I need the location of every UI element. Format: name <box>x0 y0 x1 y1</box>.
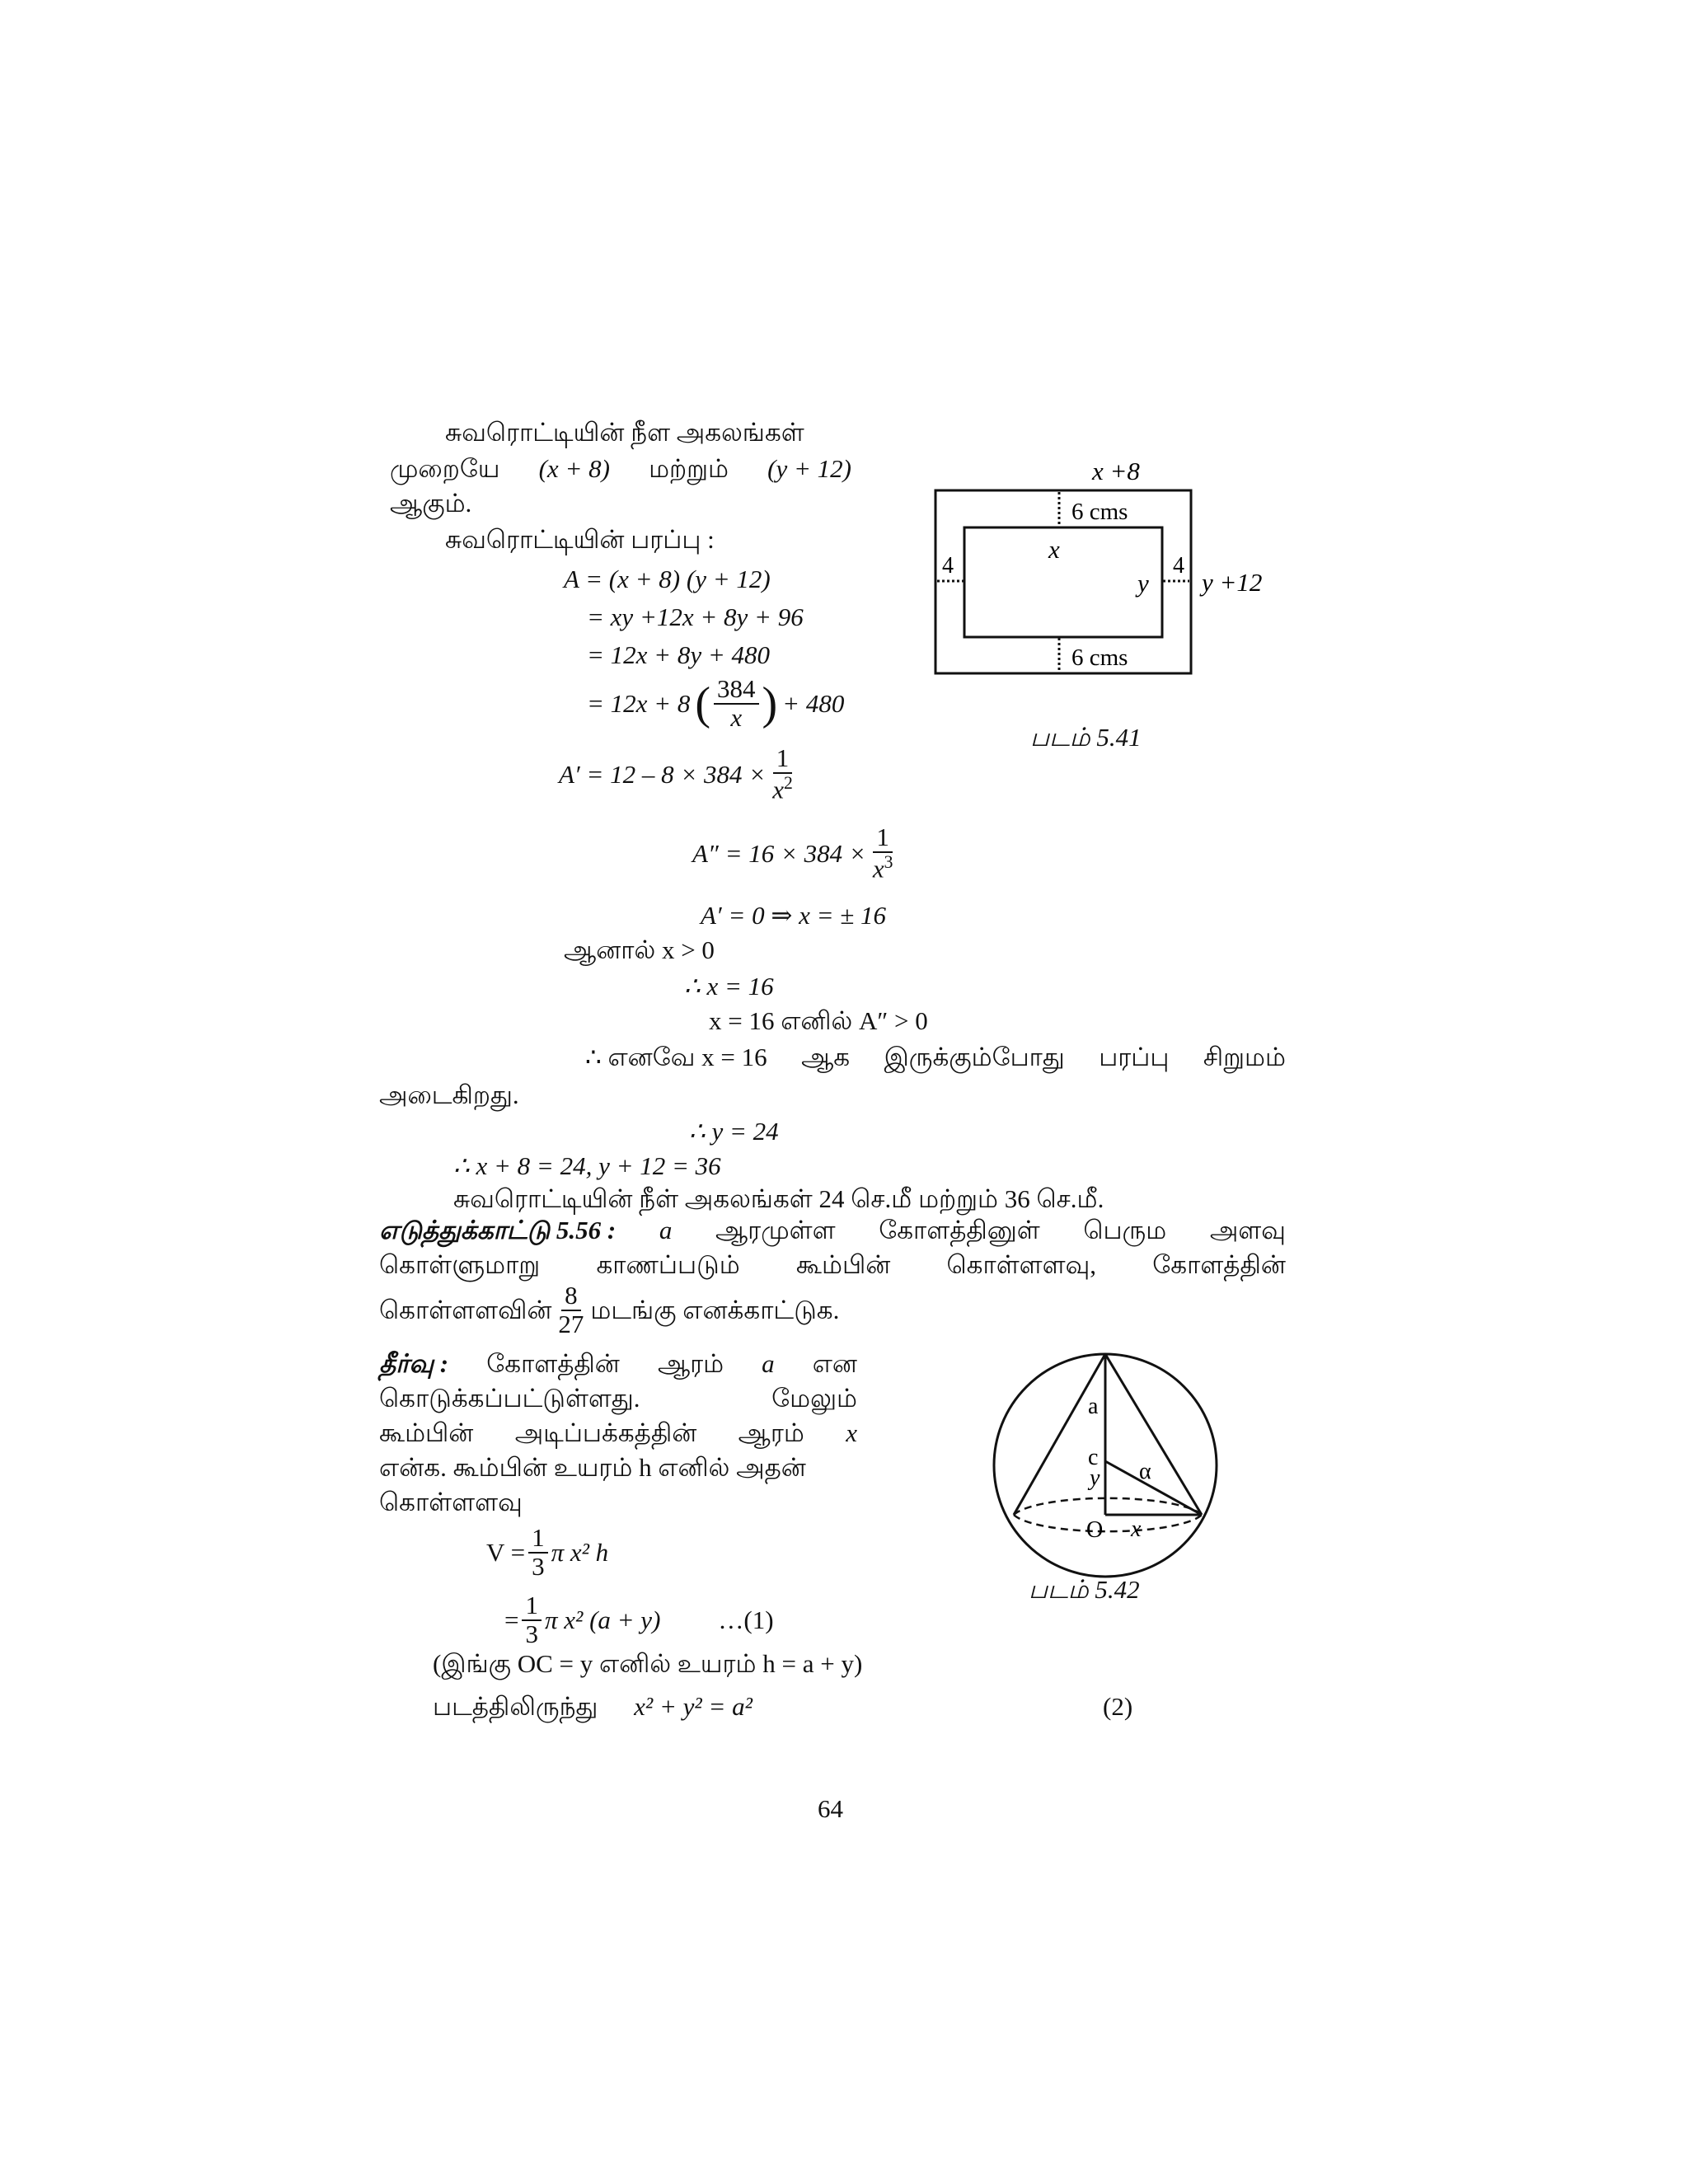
right-gap-label: 4 <box>1173 553 1184 579</box>
equation-tag: …(1) <box>718 1605 774 1634</box>
text-line-justified <box>585 1042 1286 1072</box>
eq-right: x² + y² = a² <box>634 1692 753 1721</box>
text-line-justified <box>390 453 851 484</box>
page-number: 64 <box>818 1794 843 1823</box>
word: அடிப்பக்கத்தின் <box>514 1418 697 1447</box>
figure-caption: படம் 5.42 <box>1029 1575 1140 1604</box>
numerator: 1 <box>873 824 893 853</box>
outer-width-label: x +8 <box>1092 457 1140 485</box>
equation: x = 16 எனில் A″ > 0 <box>709 1006 928 1035</box>
equation <box>559 745 799 803</box>
word: a <box>762 1349 775 1378</box>
equation: ∴ y = 24 <box>689 1117 779 1146</box>
label-alpha: α <box>1139 1459 1151 1484</box>
numerator: 1 <box>522 1592 542 1621</box>
denominator: 3 <box>525 1619 538 1648</box>
word: என <box>812 1349 857 1378</box>
word: ∴ எனவே x = 16 <box>585 1043 767 1071</box>
label-c: c <box>1088 1445 1099 1470</box>
word: கூம்பின் <box>379 1418 474 1447</box>
word: (y + 12) <box>767 454 851 483</box>
word: ஆரமுள்ள <box>715 1216 836 1244</box>
outer-height-label: y +12 <box>1202 568 1263 597</box>
eq-left: A′ = 12 – 8 × 384 × <box>559 759 767 789</box>
word: மடங்கு எனக்காட்டுக. <box>590 1295 840 1324</box>
text-line-justified <box>379 1383 857 1413</box>
text-line: சுவரொட்டியின் பரப்பு : <box>445 525 715 554</box>
fraction <box>714 676 759 731</box>
inner-height-label: y <box>1137 569 1149 598</box>
label-y: y <box>1090 1465 1100 1491</box>
fraction <box>870 824 897 882</box>
eq-right: + 480 <box>782 688 845 718</box>
equation: = 12x + 8y + 480 <box>587 640 771 669</box>
cone-base-front <box>1014 1515 1202 1531</box>
text-line-justified <box>379 1215 1286 1245</box>
text-line: என்க. கூம்பின் உயரம் h எனில் அதன் <box>379 1453 806 1482</box>
text-line: சுவரொட்டியின் நீள் அகலங்கள் 24 செ.மீ மற்றும் 36 செ.மீ. <box>453 1184 1104 1213</box>
fraction <box>522 1592 542 1647</box>
inner-rectangle <box>964 527 1162 637</box>
example-heading: எடுத்துக்காட்டு 5.56 : <box>379 1216 617 1244</box>
text-line: சுவரொட்டியின் நீள அகலங்கள் <box>445 418 804 447</box>
figure-caption: படம் 5.41 <box>1030 723 1142 752</box>
word: பெரும <box>1083 1216 1167 1244</box>
word: கோளத்தின் <box>486 1349 620 1378</box>
equation <box>433 1691 753 1722</box>
label-x: x <box>1131 1516 1142 1542</box>
text-line: (இங்கு OC = y எனில் உயரம் h = a + y) <box>433 1649 863 1678</box>
denominator: x <box>730 702 743 732</box>
word: காணப்படும் <box>596 1250 740 1279</box>
text-line-justified <box>379 1249 1286 1280</box>
rectangle-figure <box>923 449 1269 762</box>
word: கொள்ளளவின் <box>379 1295 552 1324</box>
paren-open: ( <box>695 677 711 729</box>
word: (x + 8) <box>538 454 610 483</box>
equation <box>486 1525 608 1580</box>
word: கொள்ளளவு, <box>946 1250 1097 1279</box>
eq-left: = 12x + 8 <box>587 688 691 718</box>
eq-left: V = <box>486 1537 526 1567</box>
equation: = xy +12x + 8y + 96 <box>587 602 804 631</box>
word: அளவு <box>1209 1216 1286 1244</box>
top-gap-label: 6 cms <box>1071 499 1128 525</box>
word: கூம்பின் <box>795 1250 891 1279</box>
word: பரப்பு <box>1099 1043 1170 1071</box>
denominator: 3 <box>532 1551 545 1581</box>
eq-right: π x² (a + y) <box>544 1605 661 1634</box>
text-line <box>379 1282 839 1338</box>
numerator: 1 <box>773 745 793 774</box>
numerator: 1 <box>528 1525 548 1554</box>
label-O: O <box>1086 1517 1104 1543</box>
sphere-cone-figure <box>989 1343 1236 1591</box>
equation <box>587 676 844 731</box>
word: படத்திலிருந்து <box>433 1692 598 1721</box>
word: சிறுமம் <box>1203 1043 1286 1071</box>
cone-right-side <box>1105 1354 1202 1515</box>
word: x <box>846 1418 857 1447</box>
denominator: 27 <box>558 1309 584 1338</box>
word: முறையே <box>390 454 500 483</box>
label-a: a <box>1088 1394 1099 1419</box>
fraction <box>769 745 796 803</box>
word: கொடுக்கப்பட்டுள்ளது. <box>379 1384 640 1413</box>
numerator: 384 <box>714 676 759 705</box>
text-line: கொள்ளளவு <box>379 1488 523 1516</box>
equation <box>504 1592 774 1647</box>
eq-left: A″ = 16 × 384 × <box>692 838 866 868</box>
word: கோளத்தினுள் <box>879 1216 1040 1244</box>
equation: ஆனால் x > 0 <box>564 935 715 964</box>
equation-tag: (2) <box>1103 1692 1133 1721</box>
paren-close: ) <box>762 677 778 729</box>
text-line-justified <box>379 1418 857 1448</box>
inner-width-label: x <box>1048 535 1060 564</box>
denominator: $x^2$ <box>772 772 793 804</box>
equation: ∴ x = 16 <box>684 972 774 1001</box>
eq-right: π x² h <box>551 1537 609 1567</box>
word: மற்றும் <box>649 454 729 483</box>
equation: A′ = 0 ⇒ x = ± 16 <box>701 901 887 930</box>
fraction <box>555 1282 587 1338</box>
word: ஆரம் <box>657 1349 724 1378</box>
denominator: $x^3$ <box>872 851 893 883</box>
solution-label: தீர்வு : <box>379 1349 449 1378</box>
radius-to-rim <box>1105 1461 1202 1515</box>
left-gap-label: 4 <box>942 553 954 579</box>
eq-left: = <box>504 1605 519 1634</box>
equation: A = (x + 8) (y + 12) <box>564 565 771 593</box>
equation <box>692 824 899 882</box>
text-line-justified <box>379 1348 857 1379</box>
numerator: 8 <box>561 1282 581 1311</box>
outer-rectangle <box>935 490 1191 673</box>
bottom-gap-label: 6 cms <box>1071 644 1128 671</box>
equation: ∴ x + 8 = 24, y + 12 = 36 <box>453 1151 721 1180</box>
word: ஆக <box>801 1043 851 1071</box>
word: ஆரம் <box>738 1418 804 1447</box>
text-line: ஆகும். <box>390 489 472 518</box>
word: கோளத்தின் <box>1152 1250 1286 1279</box>
text-line: அடைகிறது. <box>379 1080 519 1109</box>
word: இருக்கும்போது <box>884 1043 1065 1071</box>
word: a <box>659 1216 673 1244</box>
cone-base-back <box>1014 1498 1202 1515</box>
fraction <box>528 1525 548 1580</box>
word: கொள்ளுமாறு <box>379 1250 541 1279</box>
word: மேலும் <box>771 1384 857 1413</box>
